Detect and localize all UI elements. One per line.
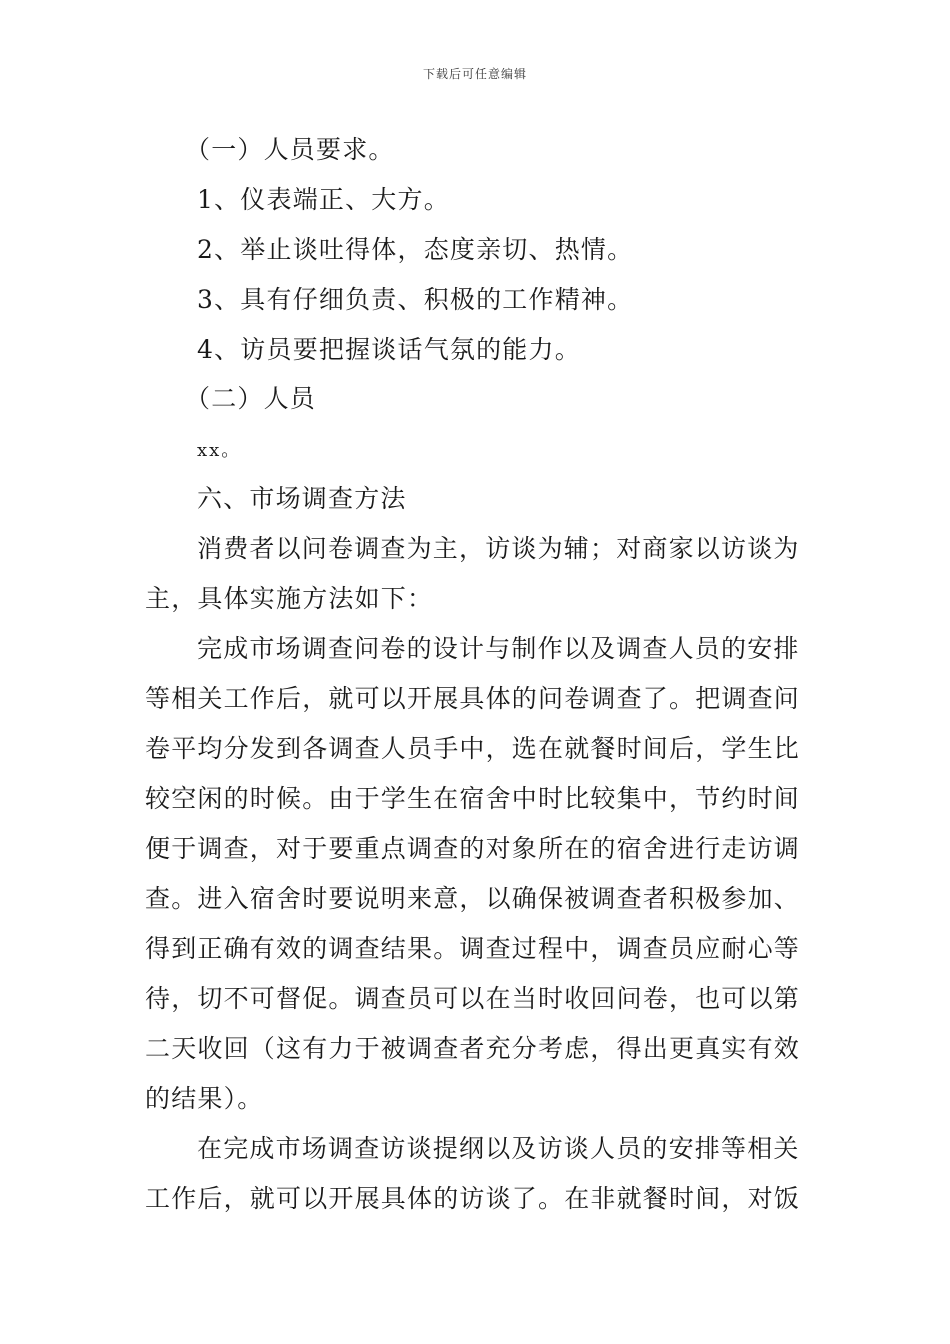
list-item: 4、访员要把握谈话气氛的能力。 (197, 335, 581, 364)
paragraph-line: 的结果）。 (145, 1084, 264, 1113)
page-header: 下载后可任意编辑 (422, 67, 527, 81)
section-heading-personnel: （二）人员 (185, 384, 317, 413)
paragraph-line: 完成市场调查问卷的设计与制作以及调查人员的安排 (197, 634, 800, 663)
list-item: 2、举止谈吐得体，态度亲切、热情。 (197, 235, 634, 264)
section-heading-personnel-requirements: （一）人员要求。 (185, 135, 395, 164)
paragraph-line: 卷平均分发到各调查人员手中，选在就餐时间后，学生比 (145, 734, 801, 763)
paragraph-line: 二天收回（这有力于被调查者充分考虑，得出更真实有效 (145, 1034, 801, 1063)
paragraph-line: 工作后，就可以开展具体的访谈了。在非就餐时间，对饭 (145, 1184, 801, 1213)
paragraph-line: 较空闲的时候。由于学生在宿舍中时比较集中，节约时间 (145, 784, 801, 813)
paragraph-line: 查。进入宿舍时要说明来意，以确保被调查者积极参加、 (145, 884, 801, 913)
list-item: 3、具有仔细负责、积极的工作精神。 (197, 285, 634, 314)
section-heading-survey-method: 六、市场调查方法 (197, 484, 407, 513)
paragraph-line: 消费者以问卷调查为主，访谈为辅；对商家以访谈为 (197, 534, 800, 563)
paragraph-line: 在完成市场调查访谈提纲以及访谈人员的安排等相关 (197, 1134, 800, 1163)
list-item: 1、仪表端正、大方。 (197, 185, 450, 214)
paragraph-line: 等相关工作后，就可以开展具体的问卷调查了。把调查问 (145, 684, 801, 713)
paragraph-line: xx。 (197, 440, 242, 461)
paragraph-line: 得到正确有效的调查结果。调查过程中，调查员应耐心等 (145, 934, 801, 963)
paragraph-line: 便于调查，对于要重点调查的对象所在的宿舍进行走访调 (145, 834, 801, 863)
paragraph-line: 主，具体实施方法如下： (145, 584, 434, 613)
paragraph-line: 待，切不可督促。调查员可以在当时收回问卷，也可以第 (145, 984, 801, 1013)
